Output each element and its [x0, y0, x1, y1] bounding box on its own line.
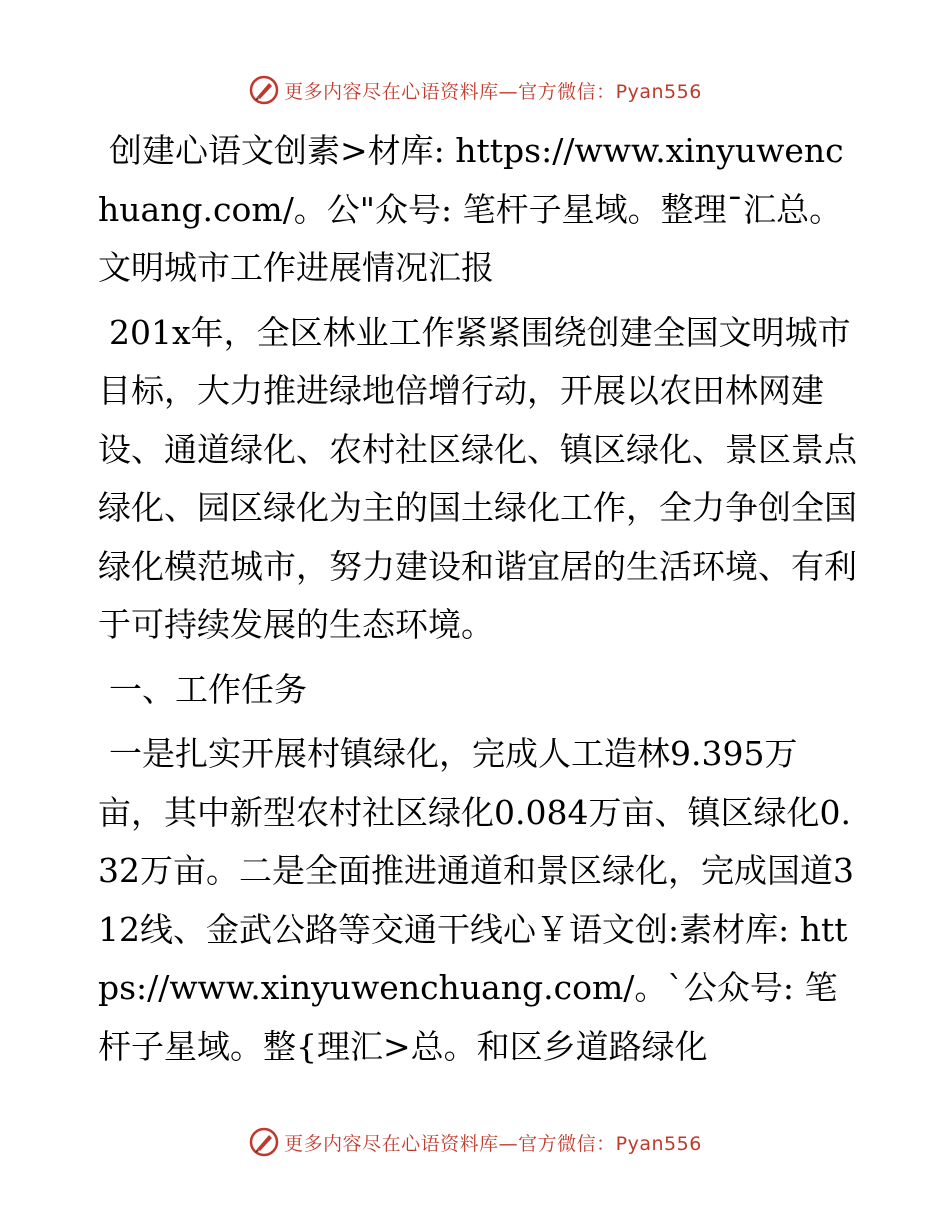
header-watermark — [0, 70, 950, 110]
watermark-text: 更多内容尽在心语资料库—官方微信： — [284, 1132, 616, 1155]
section-heading: 一、工作任务 — [109, 669, 307, 709]
intro-paragraph: 创建心语文创素>材库: https://www.xinyuwenchuang.com/。公"众号: 笔杆子星域。整理¯汇总。文明城市工作进展情况汇报 — [98, 131, 844, 287]
document-body — [98, 122, 858, 1082]
footer-watermark — [0, 1122, 950, 1162]
summary-paragraph: 201x年，全区林业工作紧紧围绕创建全国文明城市目标，大力推进绿地倍增行动，开展以农田林网建设、通道绿化、农村社区绿化、镇区绿化、景区景点绿化、园区绿化为主的国土绿化工作，全力争创全国绿化模范城市，努力建设和谐宜居的生活环境、有利于可持续发展的生态环境。 — [98, 312, 857, 644]
task-paragraph: 一是扎实开展村镇绿化，完成人工造林9.395万亩，其中新型农村社区绿化0.084万亩、镇区绿化0.32万亩。二是全面推进通道和景区绿化，完成国道312线、金武公路等交通干线心￥语文创:素材库: https://www.xinyuwenchuang.com/。`公众号: 笔杆子星域。整{理汇>总。和区乡道路绿化 — [98, 734, 854, 1066]
watermark-wechat-id: Pyan556 — [615, 80, 702, 103]
quill-pen-logo-icon — [248, 74, 280, 106]
watermark-wechat-id: Pyan556 — [615, 1132, 702, 1155]
quill-pen-logo-icon — [248, 1126, 280, 1158]
watermark-text: 更多内容尽在心语资料库—官方微信： — [284, 80, 616, 103]
